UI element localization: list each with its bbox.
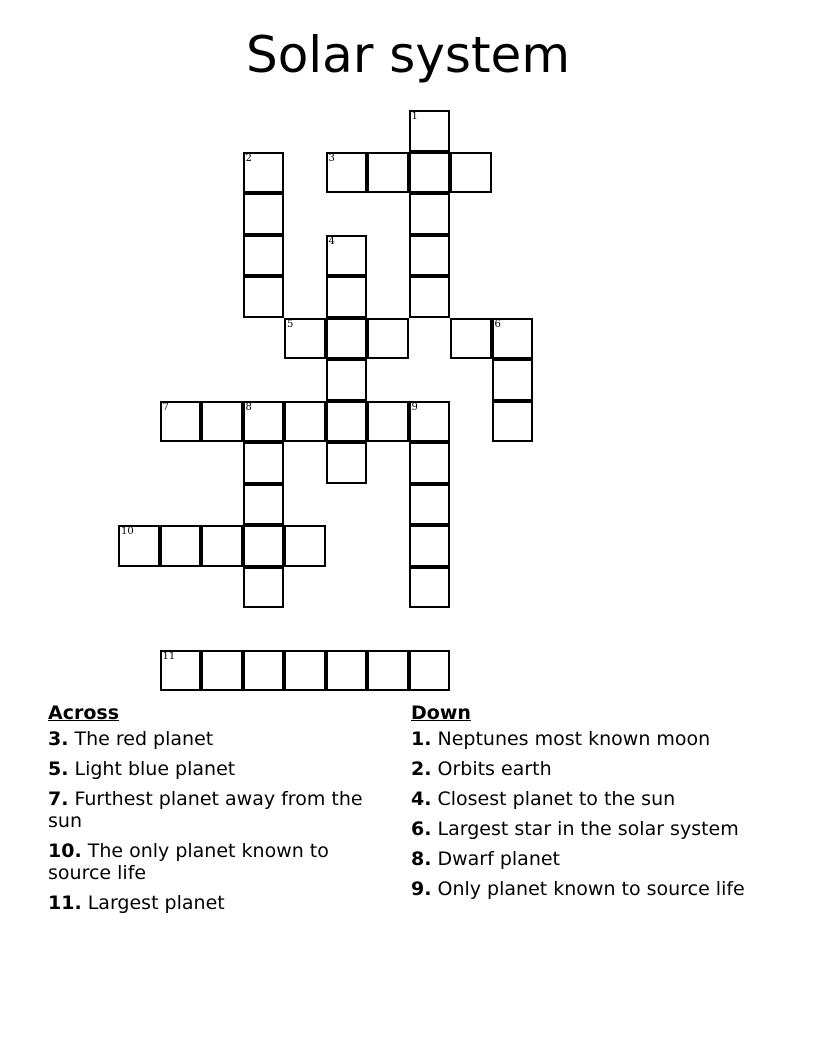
grid-cell[interactable] (326, 152, 368, 194)
down-heading: Down (411, 702, 471, 724)
grid-cell[interactable] (409, 401, 451, 443)
grid-number: 1 (411, 111, 418, 122)
grid-cell[interactable] (409, 442, 451, 484)
grid-number: 4 (328, 235, 335, 247)
down-clues (411, 702, 751, 908)
clue-down-9: 9. Only planet known to source life (411, 878, 745, 900)
clue-across-10: 10. The only planet known to source life (48, 840, 329, 884)
clue-down-2: 2. Orbits earth (411, 758, 552, 780)
grid-cell[interactable] (367, 152, 409, 194)
grid-cell[interactable] (243, 401, 285, 443)
grid-cell[interactable] (326, 359, 368, 401)
grid-cell[interactable] (409, 650, 451, 692)
grid-cell[interactable] (450, 152, 492, 194)
grid-number: 9 (411, 401, 418, 413)
grid-cell[interactable] (243, 484, 285, 526)
clue-across-7: 7. Furthest planet away from the sun (48, 788, 363, 832)
grid-cell[interactable] (409, 276, 451, 318)
grid-cell[interactable] (326, 650, 368, 692)
grid-cell[interactable] (284, 525, 326, 567)
grid-cell[interactable] (201, 525, 243, 567)
grid-cell[interactable] (450, 318, 492, 360)
across-heading: Across (48, 702, 120, 724)
clue-across-5: 5. Light blue planet (48, 758, 236, 780)
grid-cell[interactable] (367, 650, 409, 692)
grid-cell[interactable] (409, 193, 451, 235)
clue-across-3: 3. The red planet (48, 728, 214, 750)
across-clues (48, 702, 383, 922)
grid-cell[interactable] (326, 442, 368, 484)
grid-cell[interactable] (409, 235, 451, 277)
grid-cell[interactable] (409, 152, 451, 194)
grid-cell[interactable] (160, 650, 202, 692)
grid-cell[interactable] (243, 276, 285, 318)
grid-number: 2 (245, 152, 252, 164)
grid-cell[interactable] (326, 401, 368, 443)
grid-cell[interactable] (160, 525, 202, 567)
grid-cell[interactable] (118, 525, 160, 567)
grid-number: 5 (287, 318, 294, 330)
grid-cell[interactable] (326, 235, 368, 277)
grid-number: 7 (162, 401, 169, 413)
grid-cell[interactable] (409, 110, 451, 152)
grid-cell[interactable] (409, 567, 451, 609)
grid-cell[interactable] (409, 525, 451, 567)
grid-cell[interactable] (284, 318, 326, 360)
grid-number: 10 (121, 526, 134, 537)
clue-down-1: 1. Neptunes most known moon (411, 728, 711, 750)
grid-cell[interactable] (243, 235, 285, 277)
grid-cell[interactable] (284, 401, 326, 443)
grid-cell[interactable] (492, 359, 534, 401)
grid-cell[interactable] (367, 401, 409, 443)
grid-cell[interactable] (367, 318, 409, 360)
grid-cell[interactable] (243, 525, 285, 567)
grid-number: 11 (162, 650, 176, 662)
grid-cell[interactable] (201, 650, 243, 692)
grid-cell[interactable] (243, 650, 285, 692)
grid-cell[interactable] (243, 193, 285, 235)
grid-cell[interactable] (409, 484, 451, 526)
grid-cell[interactable] (492, 318, 534, 360)
grid-cell[interactable] (243, 442, 285, 484)
grid-number: 8 (245, 401, 252, 413)
grid-cell[interactable] (284, 650, 326, 692)
clue-down-6: 6. Largest star in the solar system (411, 818, 739, 840)
grid-number: 6 (494, 318, 501, 330)
clue-across-11: 11. Largest planet (48, 892, 225, 914)
clue-down-8: 8. Dwarf planet (411, 848, 561, 870)
grid-cell[interactable] (243, 567, 285, 609)
page-title: Solar system (245, 26, 571, 84)
clue-down-4: 4. Closest planet to the sun (411, 788, 676, 810)
grid-number: 3 (328, 152, 335, 164)
grid-cell[interactable] (243, 152, 285, 194)
grid-cell[interactable] (492, 401, 534, 443)
grid-cell[interactable] (160, 401, 202, 443)
grid-cell[interactable] (326, 318, 368, 360)
grid-cell[interactable] (201, 401, 243, 443)
grid-cell[interactable] (326, 276, 368, 318)
